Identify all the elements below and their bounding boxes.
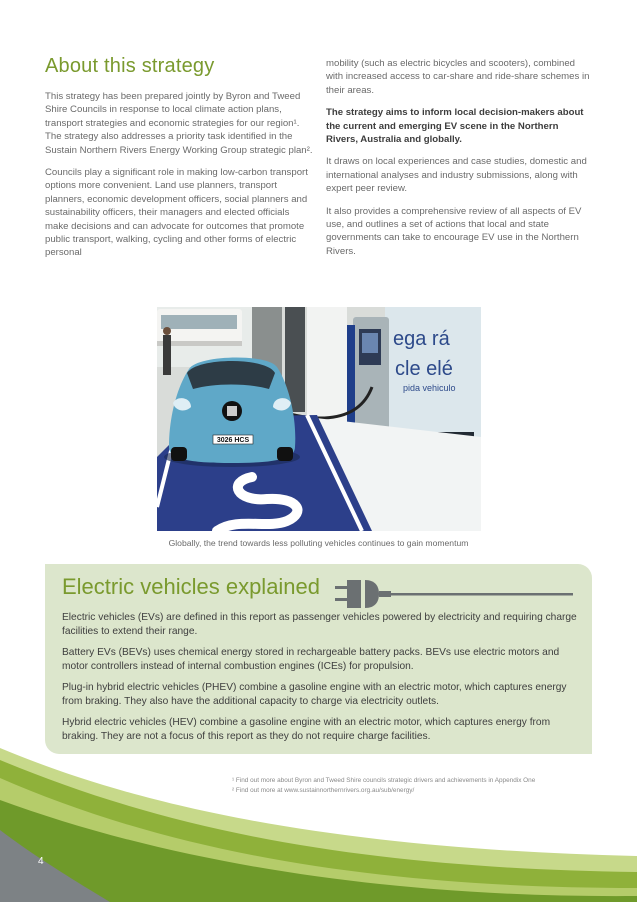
about-right-column (326, 57, 592, 267)
photo-caption: Globally, the trend towards less polluting vehicles continues to gain momentum (168, 538, 469, 548)
about-paragraph: This strategy has been prepared jointly by Byron and Tweed Shire Councils in response to local climate action plans, transport strategies and economic strategies for our region¹. The strategy also addresses a priority task identified in the Sustain Northern Rivers Energy Working Group strategic plan². (45, 91, 313, 156)
page-number: 4 (38, 856, 44, 867)
about-paragraph: mobility (such as electric bicycles and scooters), combined with increased access to car-share and ride-share schemes in their areas. (326, 58, 590, 96)
station-sign-text: ega rá (393, 328, 450, 350)
about-paragraph: It also provides a comprehensive review of all aspects of EV use, and outlines a set of actions that local and state governments can take to encourage EV use in the Northern Rivers. (326, 205, 582, 257)
footnote: ¹ Find out more about Byron and Tweed Shire councils strategic drivers and achievements in Appendix One (232, 777, 536, 784)
decorative-swoosh (0, 738, 637, 902)
about-heading: About this strategy (45, 55, 215, 77)
about-paragraph: It draws on local experiences and case studies, domestic and international analyses and industry submissions, along with expert peer review. (326, 156, 587, 195)
ev-charging-illustration (157, 307, 481, 531)
ev-explained-box (45, 564, 592, 754)
ev-explained-body (62, 611, 582, 751)
ev-definition-paragraph: Electric vehicles (EVs) are defined in this report as passenger vehicles powered by electricity and requiring charge facilities to extend their range. (62, 612, 577, 637)
about-paragraph: Councils play a significant role in making low-carbon transport options more convenient. Land use planners, transport planners, economic development officers, social planners and sustainability officers, their managers and elected officials make decisions and can advocate for outcomes that promote public transport, walking, cycling and other forms of electric personal (45, 167, 308, 259)
about-left-column (45, 55, 313, 269)
footnote: ² Find out more at www.sustainnorthernrivers.org.au/sub/energy/ (232, 787, 415, 794)
station-sign-text: cle elé (395, 358, 453, 380)
license-plate-text: 3026 HCS (216, 437, 250, 444)
bev-definition-paragraph: Battery EVs (BEVs) uses chemical energy stored in rechargeable battery packs. BEVs use electric motors and motor controllers instead of internal combustion engines (ICEs) for propulsion. (62, 647, 560, 672)
plug-icon (335, 576, 585, 612)
hev-definition-paragraph: Hybrid electric vehicles (HEV) combine a gasoline engine with an electric motor, which captures energy from braking. They are not a focus of this report as they do not require charge facilities. (62, 717, 551, 742)
ev-charging-photo (157, 307, 481, 531)
strategy-aim-statement: The strategy aims to inform local decision-makers about the current and emerging EV scene in the Northern Rivers, Australia and globally. (326, 107, 584, 146)
phev-definition-paragraph: Plug-in hybrid electric vehicles (PHEV) combine a gasoline engine with an electric motor, which captures energy from braking. They also have the additional capacity to charge via electricity outlets. (62, 682, 567, 707)
footnotes (232, 776, 632, 796)
station-sign-text: pida vehiculo (403, 383, 456, 393)
ev-explained-heading: Electric vehicles explained (62, 574, 321, 599)
